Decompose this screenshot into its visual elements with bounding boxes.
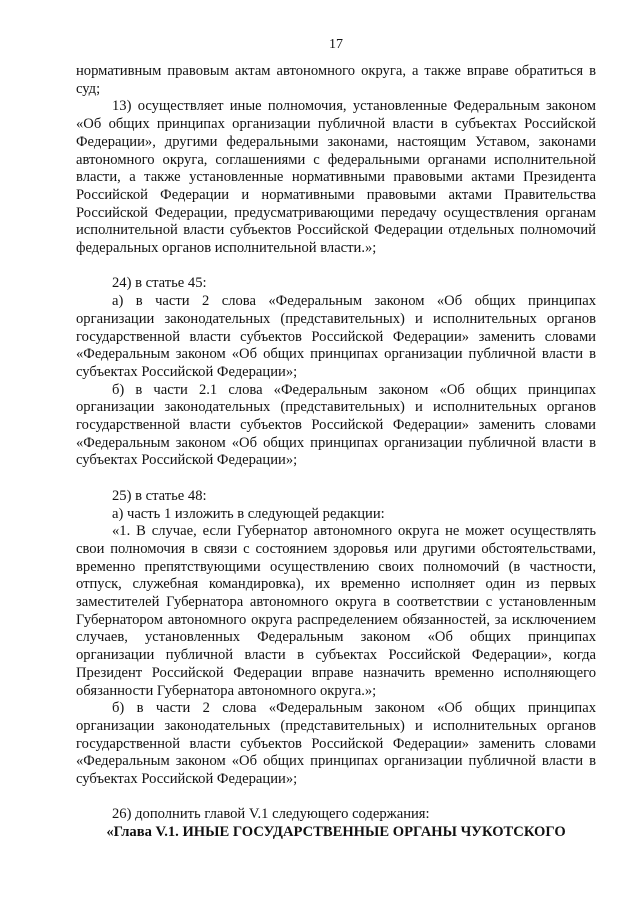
paragraph-item-25: 25) в статье 48: (112, 487, 207, 504)
paragraph-item-13: 13) осуществляет иные полномочия, установленные Федеральным законом «Об общих принципах организации публичной власти в субъектах Российской Федерации», другими федеральными законами, настоящим Уставом, законами автономного округа, соглашениями с федеральными органами исполнительной власти, а также установленные нормативными правовыми актами Президента Российской Федерации и нормативными правовыми актами Правительства Российской Федерации, предусматривающими передачу осуществления органам исполнительной власти субъектов Российской Федерации отдельных полномочий федеральных органов исполнительной власти.»; (76, 98, 596, 257)
document-page (76, 0, 596, 905)
paragraph-item-24: 24) в статье 45: (112, 275, 207, 292)
paragraph-24-b: б) в части 2.1 слова «Федеральным законом «Об общих принципах организации законодательных (представительных) и исполнительных органов государственной власти субъектов Российской Федерации» заменить словами «Федеральным законом «Об общих принципах организации публичной власти в субъектах Российской Федерации»; (76, 381, 596, 469)
paragraph-25-a: а) часть 1 изложить в следующей редакции: (112, 505, 385, 522)
chapter-heading: «Глава V.1. ИНЫЕ ГОСУДАРСТВЕННЫЕ ОРГАНЫ ЧУКОТСКОГО (106, 824, 566, 841)
page-number: 17 (329, 37, 343, 52)
paragraph-25-b: б) в части 2 слова «Федеральным законом «Об общих принципах организации законодательных (представительных) и исполнительных органов государственной власти субъектов Российской Федерации» заменить словами «Федеральным законом «Об общих принципах организации публичной власти в субъектах Российской Федерации»; (76, 700, 596, 788)
paragraph-item-26: 26) дополнить главой V.1 следующего содержания: (112, 806, 430, 823)
paragraph-continuation: нормативным правовым актам автономного округа, а также вправе обратиться в суд; (76, 63, 596, 97)
paragraph-24-a: а) в части 2 слова «Федеральным законом «Об общих принципах организации законодательных (представительных) и исполнительных органов государственной власти субъектов Российской Федерации» заменить словами «Федеральным законом «Об общих принципах организации публичной власти в субъектах Российской Федерации»; (76, 293, 596, 380)
document-body (76, 63, 596, 842)
paragraph-25-a-quote: «1. В случае, если Губернатор автономного округа не может осуществлять свои полномочия в связи с состоянием здоровья или другими обстоятельствами, временно препятствующими осуществлению своих полномочий (в частности, отпуск, служебная командировка), их временно исполняет один из первых заместителей Губернатора автономного округа в соответствии с установленным Губернатором автономного округа распределением обязанностей, за исключением случаев, установленных Федеральным законом «Об общих принципах организации публичной власти в субъектах Российской Федерации», когда Президент Российской Федерации вправе назначить временно исполняющего обязанности Губернатора автономного округа.»; (76, 523, 596, 699)
